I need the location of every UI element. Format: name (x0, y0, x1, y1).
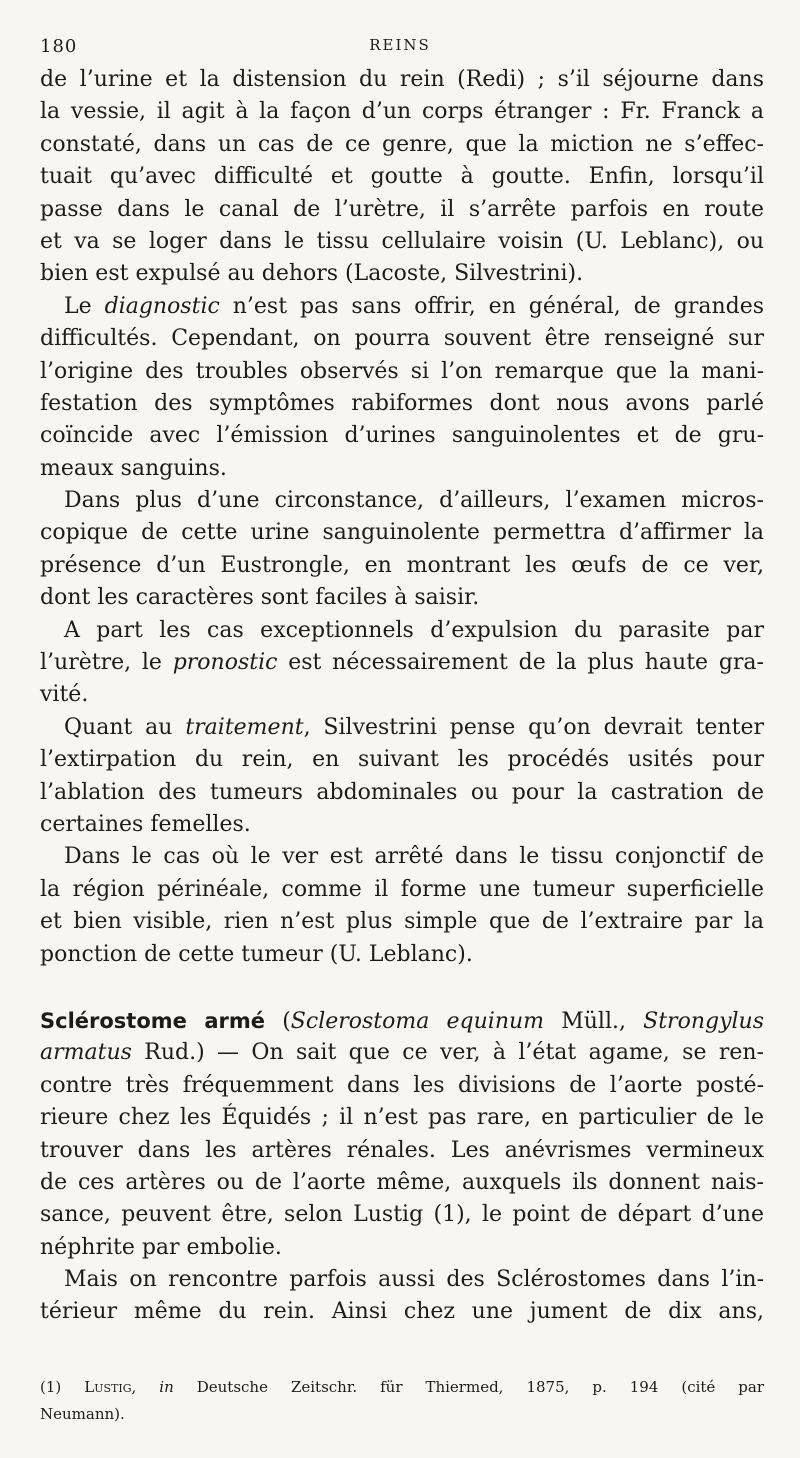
body-line (40, 517, 764, 549)
body-line (40, 485, 764, 517)
body-segment: rieure chez les Équidés ; il n’est pas rare, en particulier de le (40, 1105, 764, 1131)
body-segment: , Silvestrini pense qu’on devrait tenter (303, 714, 764, 740)
body-line (40, 906, 764, 938)
body-line (40, 1135, 764, 1167)
body-line (40, 323, 764, 355)
body-segment: et bien visible, rien n’est plus simple que de l’extraire par la (40, 909, 764, 935)
body-segment: tuait qu’avec difficulté et goutte à goutte. Enfin, lorsqu’il (40, 164, 764, 190)
body-segment: Dans le cas où le ver est arrêté dans le tissu conjonctif de (64, 844, 764, 870)
body-line (40, 258, 764, 290)
body-line (40, 874, 764, 906)
body-line (40, 939, 764, 971)
body-line (40, 1232, 764, 1264)
footnote-line (40, 1401, 764, 1428)
body-segment: copique de cette urine sanguinolente permettra d’affirmer la (40, 520, 764, 546)
body-segment: Müll., (544, 1008, 644, 1034)
body-line (40, 744, 764, 776)
body-segment: Le (64, 293, 105, 319)
body-line (40, 582, 764, 614)
body-segment: de l’urine et la distension du rein (Redi) ; s’il séjourne dans (40, 67, 764, 92)
footnote-segment: in (159, 1378, 174, 1396)
body-line (40, 1005, 764, 1037)
body-line (40, 1199, 764, 1231)
body-segment: A part les cas exceptionnels d’expulsion du parasite par (64, 617, 764, 643)
body-segment: certaines femelles. (40, 811, 251, 837)
body-line (40, 679, 764, 711)
footnote-line (40, 1374, 764, 1401)
body-segment: passe dans le canal de l’urètre, il s’arrête parfois en route (40, 196, 764, 222)
body-segment: festation des symptômes rabiformes dont nous avons parlé (40, 390, 764, 416)
body-segment: la région périnéale, comme il forme une tumeur superficielle (40, 876, 764, 902)
body-segment: Mais on rencontre parfois aussi des Sclérostomes dans l’in- (64, 1267, 764, 1293)
body-line (40, 64, 764, 96)
body-line (40, 1264, 764, 1296)
body-line (40, 1102, 764, 1134)
body-segment: diagnostic (104, 293, 220, 319)
body-line (40, 615, 764, 647)
body-line (40, 647, 764, 679)
body-segment: l’urètre, le (40, 650, 173, 676)
body-line (40, 356, 764, 388)
body-segment: meaux sanguins. (40, 455, 227, 481)
body-segment: Quant au (64, 714, 186, 740)
body-segment: dont les caractères sont faciles à saisir. (40, 585, 480, 611)
footnote-segment: Neumann). (40, 1405, 125, 1423)
body-text (40, 64, 764, 1329)
body-segment: l’extirpation du rein, en suivant les procédés usités pour (40, 747, 764, 773)
body-segment: est nécessairement de la plus haute gra- (277, 650, 764, 676)
body-line (40, 194, 764, 226)
body-segment: pronostic (172, 650, 278, 676)
body-line (40, 712, 764, 744)
body-line (40, 1070, 764, 1102)
footnote-segment: Deutsche Zeitschr. für Thiermed, 1875, p. 194 (cité par (173, 1378, 765, 1396)
body-line (40, 453, 764, 485)
running-head: REINS (369, 36, 431, 54)
body-line (40, 226, 764, 258)
body-segment: néphrite par embolie. (40, 1234, 282, 1260)
body-line (40, 1296, 764, 1328)
body-segment: Rud.) — On sait que ce ver, à l’état agame, se ren- (131, 1040, 764, 1066)
body-segment: vité. (40, 682, 89, 708)
body-line (40, 1037, 764, 1069)
body-line (40, 291, 764, 323)
footnote-segment: , (131, 1378, 160, 1396)
body-segment: présence d’un Eustrongle, en montrant les œufs de ce ver, (40, 552, 764, 578)
body-line (40, 550, 764, 582)
body-segment: constaté, dans un cas de ce genre, que la miction ne s’effec- (40, 131, 764, 157)
body-segment: traitement (185, 714, 304, 740)
body-segment: sance, peuvent être, selon Lustig (1), le point de départ d’une (40, 1202, 764, 1228)
body-line (40, 388, 764, 420)
body-segment: térieur même du rein. Ainsi chez une jument de dix ans, (40, 1299, 764, 1325)
body-segment: Sclerostoma equinum (290, 1008, 545, 1034)
body-line (40, 841, 764, 873)
body-segment: n’est pas sans offrir, en général, de grandes (219, 293, 765, 319)
body-segment: Strongylus (643, 1008, 764, 1034)
body-line (40, 161, 764, 193)
body-line (40, 777, 764, 809)
body-segment: difficultés. Cependant, on pourra souvent être renseigné sur (40, 326, 764, 352)
body-segment: Sclérostome armé (40, 1008, 266, 1033)
body-segment: Dans plus d’une circonstance, d’ailleurs, l’examen micros- (64, 488, 764, 514)
body-line (40, 809, 764, 841)
body-segment: bien est expulsé au dehors (Lacoste, Silvestrini). (40, 261, 584, 287)
footnote-segment: Lustig (84, 1378, 132, 1396)
body-line (40, 96, 764, 128)
body-segment: trouver dans les artères rénales. Les anévrismes vermineux (40, 1137, 764, 1163)
body-segment: ( (265, 1008, 291, 1034)
footnote-segment: (1) (40, 1378, 85, 1396)
body-segment: contre très fréquemment dans les divisions de l’aorte posté- (40, 1072, 764, 1098)
body-segment: la vessie, il agit à la façon d’un corps étranger : Fr. Franck a (40, 99, 764, 125)
body-line (40, 420, 764, 452)
body-segment: de ces artères ou de l’aorte même, auxquels ils donnent nais- (40, 1169, 764, 1195)
body-segment: ponction de cette tumeur (U. Leblanc). (40, 941, 473, 967)
body-segment: l’origine des troubles observés si l’on remarque que la mani- (40, 358, 764, 384)
body-line (40, 129, 764, 161)
body-segment: l’ablation des tumeurs abdominales ou pour la castration de (40, 779, 764, 805)
page-number: 180 (40, 36, 78, 57)
body-segment: coïncide avec l’émission d’urines sanguinolentes et de gru- (40, 423, 764, 449)
body-segment: et va se loger dans le tissu cellulaire voisin (U. Leblanc), ou (40, 228, 764, 254)
footnote (40, 1374, 764, 1428)
body-segment: armatus (40, 1040, 132, 1066)
body-line (40, 1167, 764, 1199)
